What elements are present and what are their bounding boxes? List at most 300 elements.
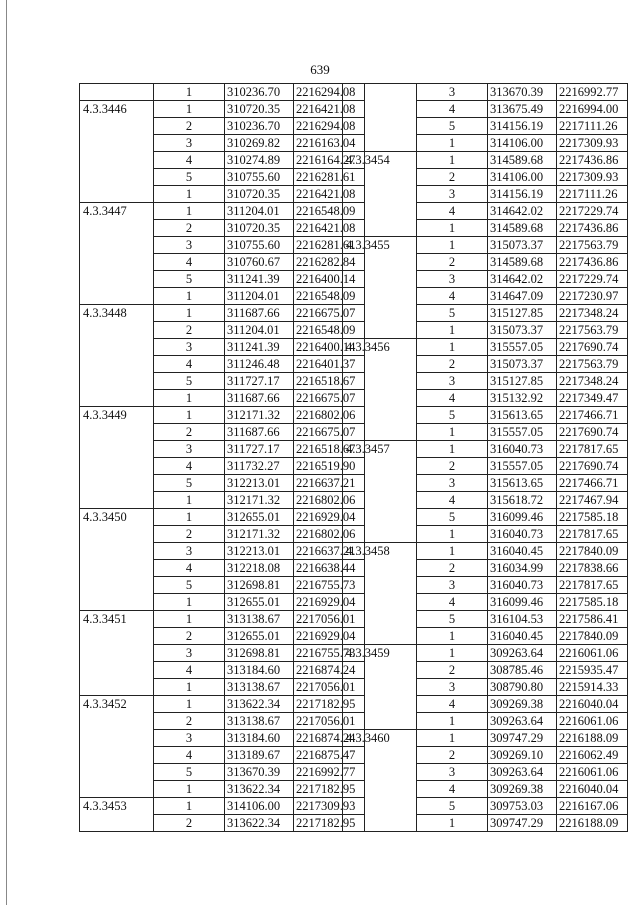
point-number-cell: 3 xyxy=(154,237,225,254)
x-coordinate-cell: 316040.73 xyxy=(488,441,557,458)
point-number-cell: 2 xyxy=(154,815,225,832)
y-coordinate-cell: 2217182.95 xyxy=(294,815,365,832)
point-number-cell: 3 xyxy=(154,339,225,356)
y-coordinate-cell: 2216675.07 xyxy=(294,424,365,441)
x-coordinate-cell: 313622.34 xyxy=(225,781,294,798)
x-coordinate-cell: 315073.37 xyxy=(488,237,557,254)
point-number-cell: 3 xyxy=(417,577,488,594)
x-coordinate-cell: 315073.37 xyxy=(488,356,557,373)
x-coordinate-cell: 310274.89 xyxy=(225,152,294,169)
parcel-id-cell xyxy=(343,84,417,152)
table-row xyxy=(80,203,365,220)
parcel-id-cell: 4.3.3459 xyxy=(343,645,417,730)
x-coordinate-cell: 315132.92 xyxy=(488,390,557,407)
x-coordinate-cell: 312655.01 xyxy=(225,509,294,526)
point-number-cell: 1 xyxy=(417,628,488,645)
parcel-id-cell: 4.3.3452 xyxy=(80,696,154,798)
x-coordinate-cell: 314642.02 xyxy=(488,271,557,288)
y-coordinate-cell: 2216875.47 xyxy=(294,747,365,764)
x-coordinate-cell: 310720.35 xyxy=(225,220,294,237)
x-coordinate-cell: 308785.46 xyxy=(488,662,557,679)
x-coordinate-cell: 309269.38 xyxy=(488,696,557,713)
y-coordinate-cell: 2216675.07 xyxy=(294,305,365,322)
x-coordinate-cell: 313189.67 xyxy=(225,747,294,764)
point-number-cell: 1 xyxy=(417,339,488,356)
point-number-cell: 1 xyxy=(154,594,225,611)
x-coordinate-cell: 314589.68 xyxy=(488,220,557,237)
x-coordinate-cell: 314642.02 xyxy=(488,203,557,220)
parcel-id-cell: 4.3.3455 xyxy=(343,237,417,339)
table-row xyxy=(80,509,365,526)
x-coordinate-cell: 309753.03 xyxy=(488,798,557,815)
y-coordinate-cell: 2216929.04 xyxy=(294,509,365,526)
x-coordinate-cell: 316040.73 xyxy=(488,577,557,594)
y-coordinate-cell: 2217840.09 xyxy=(557,628,628,645)
table-row xyxy=(343,730,628,747)
point-number-cell: 1 xyxy=(417,730,488,747)
point-number-cell: 1 xyxy=(417,441,488,458)
x-coordinate-cell: 308790.80 xyxy=(488,679,557,696)
point-number-cell: 4 xyxy=(154,356,225,373)
y-coordinate-cell: 2217690.74 xyxy=(557,424,628,441)
table-row xyxy=(343,84,628,101)
point-number-cell: 1 xyxy=(154,305,225,322)
x-coordinate-cell: 314106.00 xyxy=(225,798,294,815)
point-number-cell: 1 xyxy=(417,645,488,662)
point-number-cell: 3 xyxy=(417,764,488,781)
parcel-id-cell: 4.3.3451 xyxy=(80,611,154,696)
y-coordinate-cell: 2216421.08 xyxy=(294,186,365,203)
parcel-id-cell: 4.3.3456 xyxy=(343,339,417,441)
x-coordinate-cell: 311727.17 xyxy=(225,373,294,390)
coordinates-table-right xyxy=(342,83,628,832)
page-number: 639 xyxy=(310,62,330,77)
x-coordinate-cell: 316104.53 xyxy=(488,611,557,628)
table-row xyxy=(80,84,365,101)
y-coordinate-cell: 2216188.09 xyxy=(557,815,628,832)
table-row xyxy=(343,441,628,458)
point-number-cell: 2 xyxy=(154,526,225,543)
y-coordinate-cell: 2217466.71 xyxy=(557,407,628,424)
x-coordinate-cell: 313138.67 xyxy=(225,713,294,730)
x-coordinate-cell: 310720.35 xyxy=(225,186,294,203)
x-coordinate-cell: 312698.81 xyxy=(225,645,294,662)
parcel-id-cell: 4.3.3458 xyxy=(343,543,417,645)
point-number-cell: 1 xyxy=(154,509,225,526)
point-number-cell: 5 xyxy=(154,475,225,492)
point-number-cell: 3 xyxy=(154,441,225,458)
y-coordinate-cell: 2217309.93 xyxy=(557,169,628,186)
y-coordinate-cell: 2216040.04 xyxy=(557,696,628,713)
x-coordinate-cell: 312655.01 xyxy=(225,628,294,645)
y-coordinate-cell: 2216281.61 xyxy=(294,237,365,254)
point-number-cell: 2 xyxy=(417,560,488,577)
y-coordinate-cell: 2216992.77 xyxy=(557,84,628,101)
x-coordinate-cell: 313670.39 xyxy=(488,84,557,101)
x-coordinate-cell: 310269.82 xyxy=(225,135,294,152)
y-coordinate-cell: 2216548.09 xyxy=(294,322,365,339)
point-number-cell: 4 xyxy=(417,594,488,611)
y-coordinate-cell: 2216994.00 xyxy=(557,101,628,118)
table-row xyxy=(343,339,628,356)
x-coordinate-cell: 313670.39 xyxy=(225,764,294,781)
x-coordinate-cell: 311246.48 xyxy=(225,356,294,373)
y-coordinate-cell: 2216294.08 xyxy=(294,118,365,135)
y-coordinate-cell: 2216929.04 xyxy=(294,628,365,645)
point-number-cell: 4 xyxy=(417,203,488,220)
y-coordinate-cell: 2216400.14 xyxy=(294,271,365,288)
parcel-id-cell: 4.3.3447 xyxy=(80,203,154,305)
y-coordinate-cell: 2216874.24 xyxy=(294,662,365,679)
x-coordinate-cell: 309269.38 xyxy=(488,781,557,798)
y-coordinate-cell: 2217563.79 xyxy=(557,322,628,339)
point-number-cell: 1 xyxy=(154,696,225,713)
y-coordinate-cell: 2215935.47 xyxy=(557,662,628,679)
x-coordinate-cell: 313675.49 xyxy=(488,101,557,118)
x-coordinate-cell: 316040.45 xyxy=(488,628,557,645)
x-coordinate-cell: 314647.09 xyxy=(488,288,557,305)
coordinates-table-left xyxy=(79,83,365,832)
x-coordinate-cell: 315127.85 xyxy=(488,373,557,390)
x-coordinate-cell: 314106.00 xyxy=(488,169,557,186)
y-coordinate-cell: 2216040.04 xyxy=(557,781,628,798)
point-number-cell: 5 xyxy=(417,305,488,322)
point-number-cell: 1 xyxy=(154,288,225,305)
y-coordinate-cell: 2217840.09 xyxy=(557,543,628,560)
parcel-id-cell: 4.3.3454 xyxy=(343,152,417,237)
y-coordinate-cell: 2216421.08 xyxy=(294,220,365,237)
point-number-cell: 1 xyxy=(154,84,225,101)
y-coordinate-cell: 2216061.06 xyxy=(557,713,628,730)
y-coordinate-cell: 2216637.21 xyxy=(294,475,365,492)
y-coordinate-cell: 2217182.95 xyxy=(294,696,365,713)
point-number-cell: 2 xyxy=(417,662,488,679)
y-coordinate-cell: 2216401.37 xyxy=(294,356,365,373)
point-number-cell: 4 xyxy=(417,390,488,407)
x-coordinate-cell: 311732.27 xyxy=(225,458,294,475)
point-number-cell: 2 xyxy=(417,356,488,373)
y-coordinate-cell: 2217563.79 xyxy=(557,237,628,254)
x-coordinate-cell: 311204.01 xyxy=(225,322,294,339)
y-coordinate-cell: 2217436.86 xyxy=(557,152,628,169)
point-number-cell: 5 xyxy=(154,577,225,594)
y-coordinate-cell: 2217309.93 xyxy=(557,135,628,152)
y-coordinate-cell: 2217467.94 xyxy=(557,492,628,509)
y-coordinate-cell: 2217348.24 xyxy=(557,305,628,322)
point-number-cell: 5 xyxy=(154,764,225,781)
parcel-id-cell: 4.3.3460 xyxy=(343,730,417,832)
point-number-cell: 2 xyxy=(417,169,488,186)
table-row xyxy=(80,101,365,118)
y-coordinate-cell: 2216755.73 xyxy=(294,577,365,594)
point-number-cell: 4 xyxy=(417,492,488,509)
point-number-cell: 2 xyxy=(154,424,225,441)
point-number-cell: 5 xyxy=(417,509,488,526)
x-coordinate-cell: 309263.64 xyxy=(488,645,557,662)
parcel-id-cell: 4.3.3448 xyxy=(80,305,154,407)
x-coordinate-cell: 312218.08 xyxy=(225,560,294,577)
point-number-cell: 1 xyxy=(154,492,225,509)
parcel-id-cell: 4.3.3449 xyxy=(80,407,154,509)
point-number-cell: 1 xyxy=(154,390,225,407)
y-coordinate-cell: 2217838.66 xyxy=(557,560,628,577)
x-coordinate-cell: 309269.10 xyxy=(488,747,557,764)
point-number-cell: 1 xyxy=(154,781,225,798)
y-coordinate-cell: 2216163.04 xyxy=(294,135,365,152)
x-coordinate-cell: 312698.81 xyxy=(225,577,294,594)
point-number-cell: 1 xyxy=(154,101,225,118)
x-coordinate-cell: 311241.39 xyxy=(225,339,294,356)
y-coordinate-cell: 2217585.18 xyxy=(557,594,628,611)
x-coordinate-cell: 315613.65 xyxy=(488,407,557,424)
point-number-cell: 4 xyxy=(154,152,225,169)
parcel-id-cell: 4.3.3450 xyxy=(80,509,154,611)
x-coordinate-cell: 311687.66 xyxy=(225,305,294,322)
y-coordinate-cell: 2216167.06 xyxy=(557,798,628,815)
x-coordinate-cell: 309747.29 xyxy=(488,815,557,832)
x-coordinate-cell: 313184.60 xyxy=(225,730,294,747)
x-coordinate-cell: 313622.34 xyxy=(225,815,294,832)
y-coordinate-cell: 2216638.44 xyxy=(294,560,365,577)
x-coordinate-cell: 310236.70 xyxy=(225,118,294,135)
y-coordinate-cell: 2216281.61 xyxy=(294,169,365,186)
point-number-cell: 3 xyxy=(154,730,225,747)
y-coordinate-cell: 2216929.04 xyxy=(294,594,365,611)
x-coordinate-cell: 314156.19 xyxy=(488,118,557,135)
parcel-id-cell: 4.3.3446 xyxy=(80,101,154,203)
x-coordinate-cell: 312213.01 xyxy=(225,543,294,560)
x-coordinate-cell: 315613.65 xyxy=(488,475,557,492)
point-number-cell: 2 xyxy=(417,747,488,764)
point-number-cell: 4 xyxy=(417,101,488,118)
x-coordinate-cell: 310755.60 xyxy=(225,169,294,186)
table-row xyxy=(80,798,365,815)
point-number-cell: 2 xyxy=(154,118,225,135)
y-coordinate-cell: 2217349.47 xyxy=(557,390,628,407)
x-coordinate-cell: 315618.72 xyxy=(488,492,557,509)
point-number-cell: 5 xyxy=(154,169,225,186)
point-number-cell: 4 xyxy=(154,747,225,764)
point-number-cell: 5 xyxy=(417,118,488,135)
y-coordinate-cell: 2216400.14 xyxy=(294,339,365,356)
y-coordinate-cell: 2216519.90 xyxy=(294,458,365,475)
x-coordinate-cell: 316099.46 xyxy=(488,509,557,526)
y-coordinate-cell: 2216675.07 xyxy=(294,390,365,407)
point-number-cell: 1 xyxy=(417,424,488,441)
y-coordinate-cell: 2217436.86 xyxy=(557,254,628,271)
x-coordinate-cell: 316040.45 xyxy=(488,543,557,560)
y-coordinate-cell: 2217230.97 xyxy=(557,288,628,305)
point-number-cell: 5 xyxy=(417,611,488,628)
x-coordinate-cell: 312171.32 xyxy=(225,407,294,424)
x-coordinate-cell: 311687.66 xyxy=(225,424,294,441)
point-number-cell: 1 xyxy=(154,203,225,220)
y-coordinate-cell: 2217817.65 xyxy=(557,526,628,543)
point-number-cell: 4 xyxy=(154,560,225,577)
x-coordinate-cell: 316099.46 xyxy=(488,594,557,611)
y-coordinate-cell: 2216062.49 xyxy=(557,747,628,764)
table-row xyxy=(80,407,365,424)
point-number-cell: 3 xyxy=(417,84,488,101)
parcel-id-cell: 4.3.3453 xyxy=(80,798,154,832)
y-coordinate-cell: 2217466.71 xyxy=(557,475,628,492)
x-coordinate-cell: 312171.32 xyxy=(225,526,294,543)
y-coordinate-cell: 2217817.65 xyxy=(557,441,628,458)
y-coordinate-cell: 2216061.06 xyxy=(557,764,628,781)
y-coordinate-cell: 2217436.86 xyxy=(557,220,628,237)
y-coordinate-cell: 2216294.08 xyxy=(294,84,365,101)
point-number-cell: 4 xyxy=(154,254,225,271)
x-coordinate-cell: 312655.01 xyxy=(225,594,294,611)
y-coordinate-cell: 2217056.01 xyxy=(294,611,365,628)
point-number-cell: 1 xyxy=(417,237,488,254)
x-coordinate-cell: 313138.67 xyxy=(225,679,294,696)
x-coordinate-cell: 309263.64 xyxy=(488,764,557,781)
point-number-cell: 1 xyxy=(417,152,488,169)
y-coordinate-cell: 2216802.06 xyxy=(294,492,365,509)
y-coordinate-cell: 2217056.01 xyxy=(294,679,365,696)
x-coordinate-cell: 309747.29 xyxy=(488,730,557,747)
x-coordinate-cell: 312213.01 xyxy=(225,475,294,492)
point-number-cell: 3 xyxy=(417,475,488,492)
point-number-cell: 5 xyxy=(154,271,225,288)
point-number-cell: 3 xyxy=(154,645,225,662)
point-number-cell: 5 xyxy=(154,373,225,390)
y-coordinate-cell: 2215914.33 xyxy=(557,679,628,696)
point-number-cell: 1 xyxy=(417,543,488,560)
x-coordinate-cell: 314589.68 xyxy=(488,254,557,271)
table-row xyxy=(343,152,628,169)
point-number-cell: 1 xyxy=(417,322,488,339)
y-coordinate-cell: 2216518.67 xyxy=(294,373,365,390)
x-coordinate-cell: 315127.85 xyxy=(488,305,557,322)
table-row xyxy=(343,543,628,560)
x-coordinate-cell: 316040.73 xyxy=(488,526,557,543)
y-coordinate-cell: 2216548.09 xyxy=(294,288,365,305)
x-coordinate-cell: 309263.64 xyxy=(488,713,557,730)
y-coordinate-cell: 2216992.77 xyxy=(294,764,365,781)
point-number-cell: 2 xyxy=(154,628,225,645)
point-number-cell: 1 xyxy=(417,713,488,730)
point-number-cell: 1 xyxy=(154,407,225,424)
point-number-cell: 2 xyxy=(154,713,225,730)
point-number-cell: 1 xyxy=(417,220,488,237)
x-coordinate-cell: 313184.60 xyxy=(225,662,294,679)
page-margin-line xyxy=(6,0,7,905)
point-number-cell: 4 xyxy=(154,458,225,475)
point-number-cell: 3 xyxy=(417,373,488,390)
y-coordinate-cell: 2216061.06 xyxy=(557,645,628,662)
point-number-cell: 1 xyxy=(154,798,225,815)
x-coordinate-cell: 313622.34 xyxy=(225,696,294,713)
x-coordinate-cell: 311241.39 xyxy=(225,271,294,288)
y-coordinate-cell: 2216802.06 xyxy=(294,526,365,543)
y-coordinate-cell: 2216548.09 xyxy=(294,203,365,220)
table-row xyxy=(80,305,365,322)
y-coordinate-cell: 2216421.08 xyxy=(294,101,365,118)
point-number-cell: 4 xyxy=(417,696,488,713)
y-coordinate-cell: 2217690.74 xyxy=(557,458,628,475)
x-coordinate-cell: 310236.70 xyxy=(225,84,294,101)
y-coordinate-cell: 2217056.01 xyxy=(294,713,365,730)
y-coordinate-cell: 2216282.84 xyxy=(294,254,365,271)
x-coordinate-cell: 315557.05 xyxy=(488,424,557,441)
table-row xyxy=(80,611,365,628)
point-number-cell: 1 xyxy=(154,611,225,628)
point-number-cell: 4 xyxy=(417,288,488,305)
x-coordinate-cell: 311687.66 xyxy=(225,390,294,407)
y-coordinate-cell: 2217585.18 xyxy=(557,509,628,526)
x-coordinate-cell: 315073.37 xyxy=(488,322,557,339)
x-coordinate-cell: 310720.35 xyxy=(225,101,294,118)
y-coordinate-cell: 2217817.65 xyxy=(557,577,628,594)
x-coordinate-cell: 315557.05 xyxy=(488,458,557,475)
y-coordinate-cell: 2216637.21 xyxy=(294,543,365,560)
point-number-cell: 4 xyxy=(154,662,225,679)
parcel-id-cell: 4.3.3457 xyxy=(343,441,417,543)
y-coordinate-cell: 2217229.74 xyxy=(557,271,628,288)
y-coordinate-cell: 2217229.74 xyxy=(557,203,628,220)
point-number-cell: 2 xyxy=(417,458,488,475)
x-coordinate-cell: 312171.32 xyxy=(225,492,294,509)
point-number-cell: 5 xyxy=(417,798,488,815)
point-number-cell: 3 xyxy=(154,543,225,560)
point-number-cell: 1 xyxy=(417,135,488,152)
table-row xyxy=(343,237,628,254)
y-coordinate-cell: 2217563.79 xyxy=(557,356,628,373)
parcel-id-cell xyxy=(80,84,154,101)
point-number-cell: 4 xyxy=(417,781,488,798)
point-number-cell: 1 xyxy=(417,815,488,832)
y-coordinate-cell: 2216164.27 xyxy=(294,152,365,169)
point-number-cell: 2 xyxy=(154,220,225,237)
table-row xyxy=(343,645,628,662)
y-coordinate-cell: 2217586.41 xyxy=(557,611,628,628)
point-number-cell: 2 xyxy=(154,322,225,339)
y-coordinate-cell: 2216188.09 xyxy=(557,730,628,747)
y-coordinate-cell: 2217111.26 xyxy=(557,186,628,203)
point-number-cell: 1 xyxy=(154,186,225,203)
y-coordinate-cell: 2217348.24 xyxy=(557,373,628,390)
y-coordinate-cell: 2217182.95 xyxy=(294,781,365,798)
point-number-cell: 2 xyxy=(417,254,488,271)
point-number-cell: 3 xyxy=(154,135,225,152)
x-coordinate-cell: 310760.67 xyxy=(225,254,294,271)
y-coordinate-cell: 2216518.67 xyxy=(294,441,365,458)
point-number-cell: 5 xyxy=(417,407,488,424)
x-coordinate-cell: 310755.60 xyxy=(225,237,294,254)
x-coordinate-cell: 315557.05 xyxy=(488,339,557,356)
y-coordinate-cell: 2216874.24 xyxy=(294,730,365,747)
point-number-cell: 1 xyxy=(154,679,225,696)
x-coordinate-cell: 311204.01 xyxy=(225,203,294,220)
y-coordinate-cell: 2216802.06 xyxy=(294,407,365,424)
x-coordinate-cell: 311727.17 xyxy=(225,441,294,458)
point-number-cell: 3 xyxy=(417,186,488,203)
x-coordinate-cell: 314589.68 xyxy=(488,152,557,169)
x-coordinate-cell: 314106.00 xyxy=(488,135,557,152)
table-row xyxy=(80,696,365,713)
y-coordinate-cell: 2217111.26 xyxy=(557,118,628,135)
x-coordinate-cell: 313138.67 xyxy=(225,611,294,628)
y-coordinate-cell: 2217690.74 xyxy=(557,339,628,356)
point-number-cell: 3 xyxy=(417,271,488,288)
y-coordinate-cell: 2216755.73 xyxy=(294,645,365,662)
point-number-cell: 3 xyxy=(417,679,488,696)
x-coordinate-cell: 311204.01 xyxy=(225,288,294,305)
point-number-cell: 1 xyxy=(417,526,488,543)
x-coordinate-cell: 314156.19 xyxy=(488,186,557,203)
